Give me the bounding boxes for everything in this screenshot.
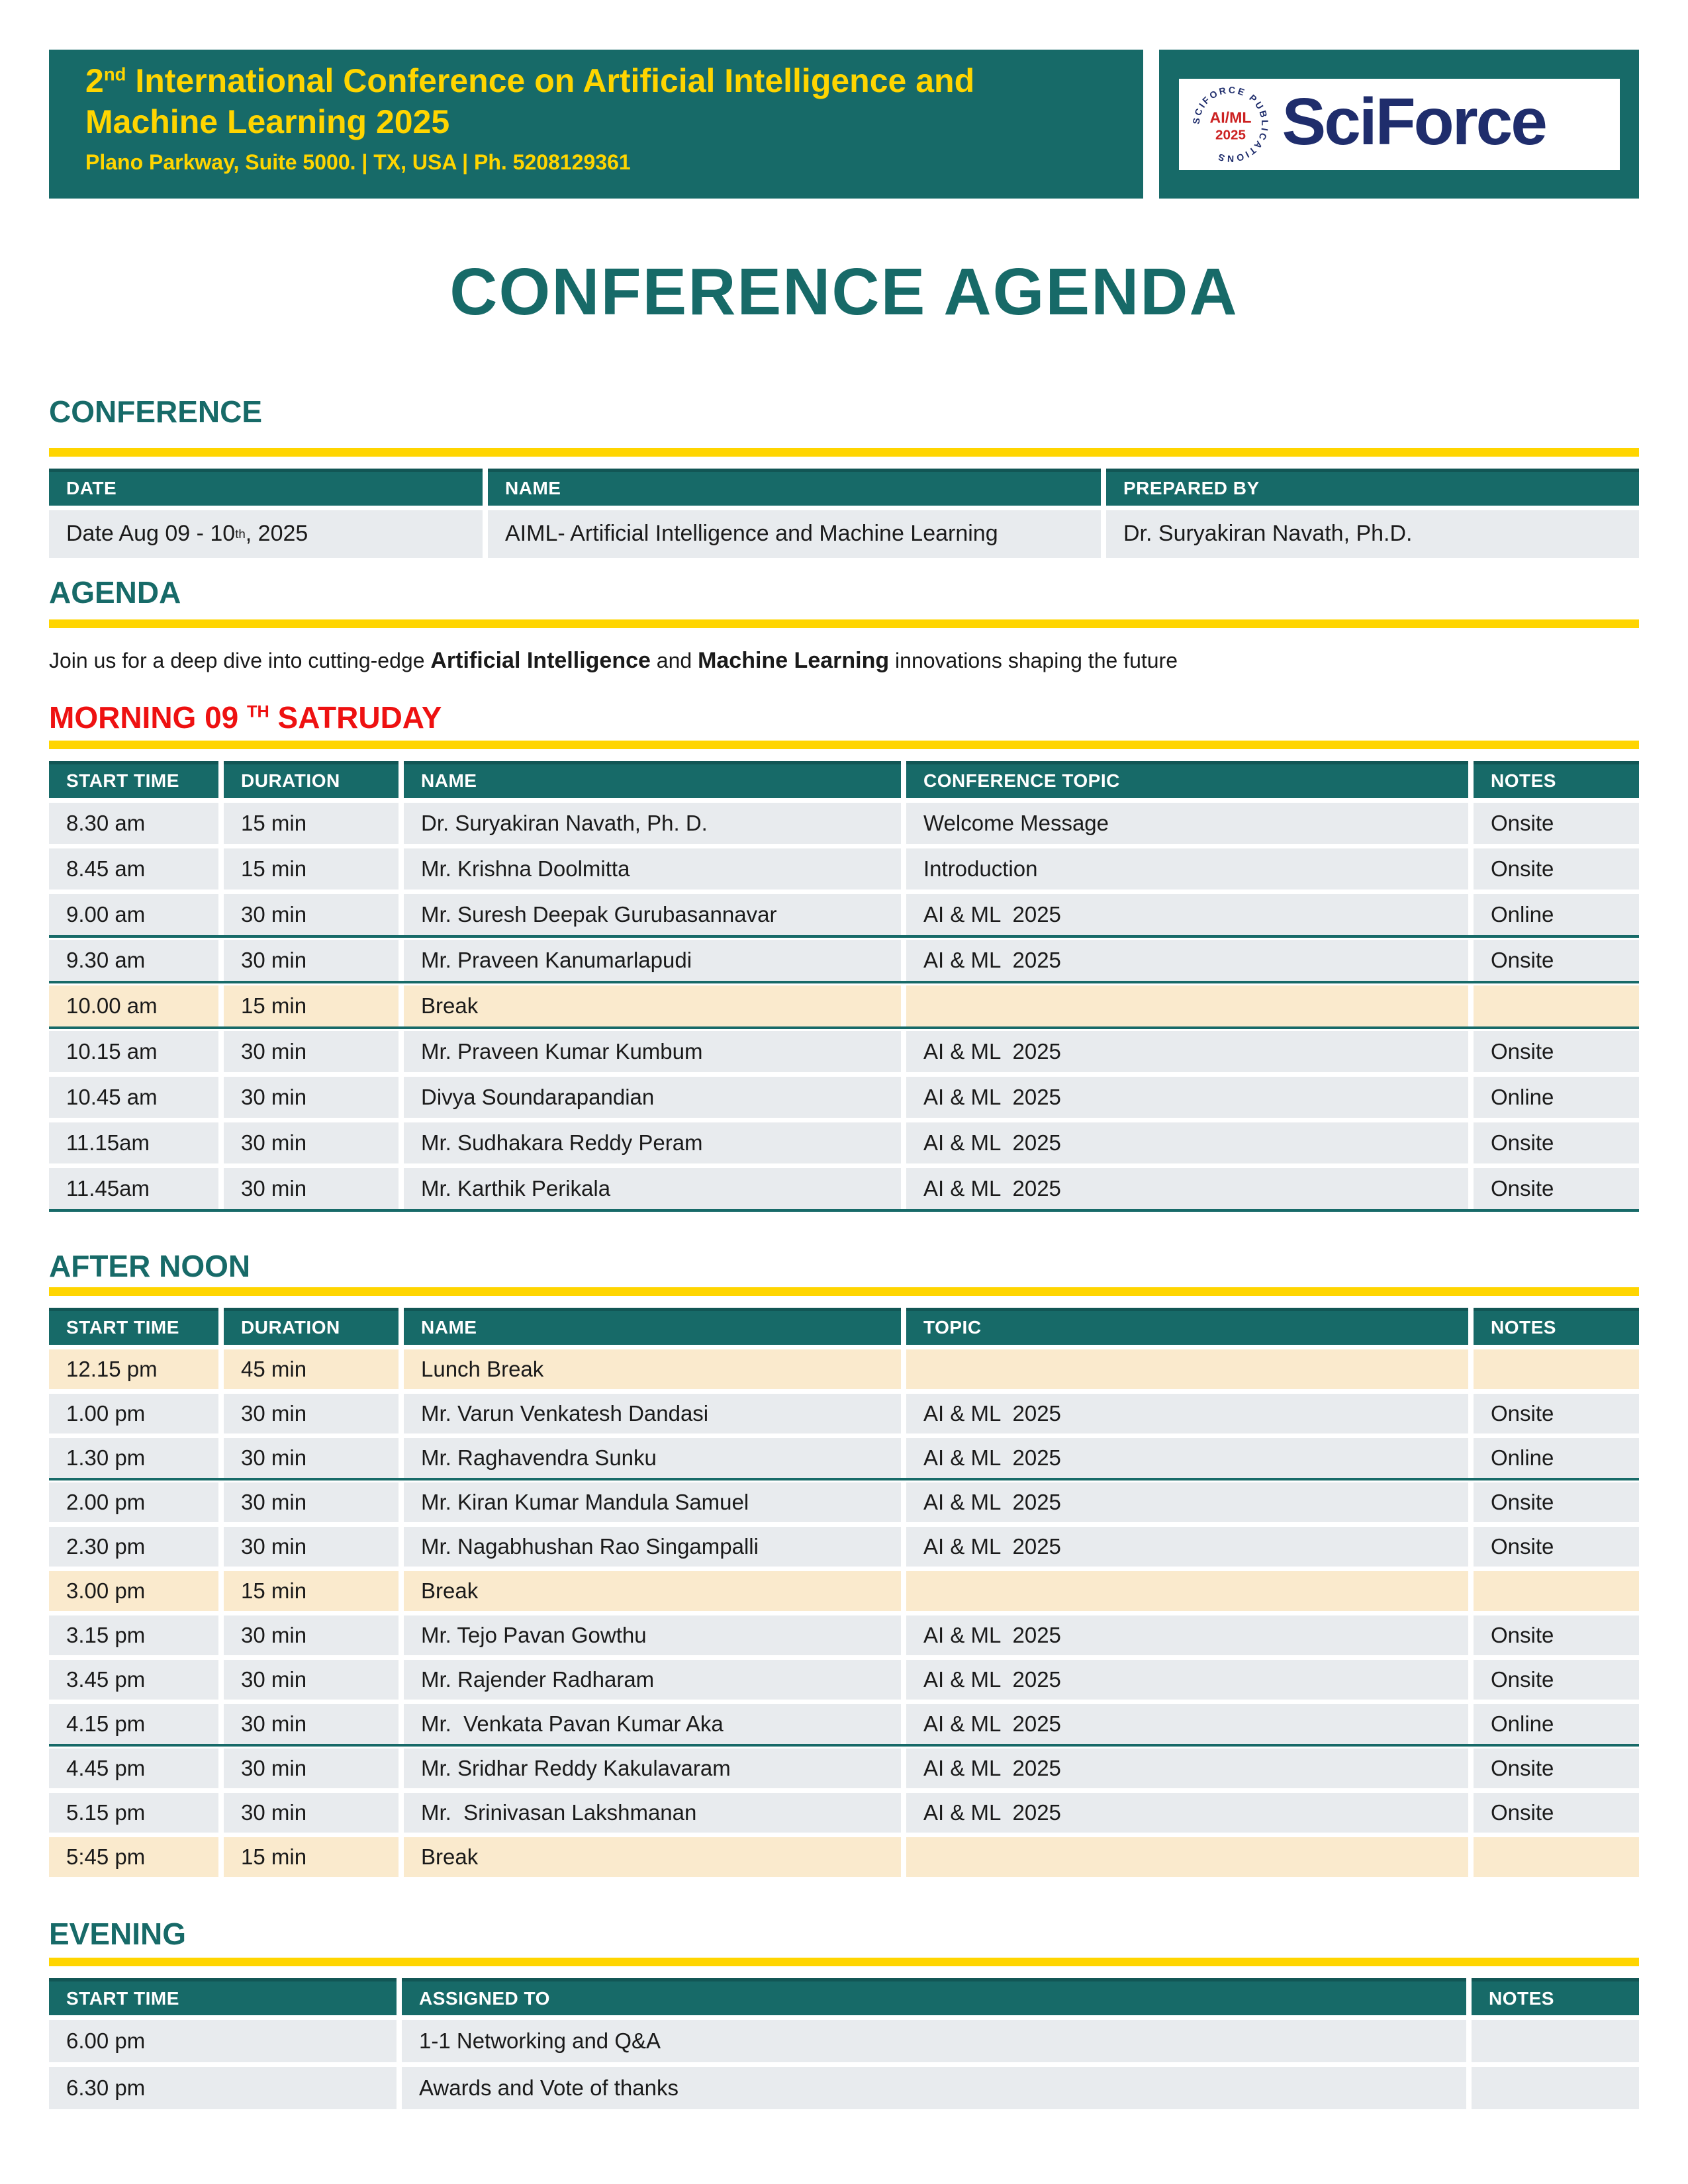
cell-duration: 30 min (224, 1793, 399, 1833)
cell-name: Break (404, 1837, 901, 1877)
schedule-row (49, 940, 1639, 983)
cell-name: Mr. Venkata Pavan Kumar Aka (404, 1704, 901, 1744)
schedule-row (49, 2020, 1639, 2062)
cell-notes: Online (1474, 1438, 1639, 1478)
cell-duration: 15 min (224, 1837, 399, 1877)
cell-start: 11.45am (49, 1168, 218, 1209)
agenda-document-page (0, 50, 1688, 2109)
break-row (49, 985, 1639, 1029)
cell-duration: 15 min (224, 848, 399, 889)
cell-name: Mr. Praveen Kumar Kumbum (404, 1031, 901, 1072)
cell-name: Break (404, 985, 901, 1026)
cell-notes: Onsite (1474, 1394, 1639, 1433)
schedule-row (49, 1168, 1639, 1212)
cell-name: Mr. Raghavendra Sunku (404, 1438, 901, 1478)
morning-schedule-table (49, 761, 1639, 1212)
sciforce-publications-seal-icon (1190, 83, 1272, 165)
sciforce-logo-card (1179, 79, 1620, 170)
section-heading-conference: CONFERENCE (49, 394, 263, 429)
column-header-duration: DURATION (224, 1308, 399, 1345)
cell-topic (906, 985, 1468, 1026)
section-heading-afternoon: AFTER NOON (49, 1248, 251, 1283)
cell-start: 10.15 am (49, 1031, 218, 1072)
cell-topic: AI & ML 2025 (906, 1704, 1468, 1744)
cell-start: 3.45 pm (49, 1660, 218, 1700)
column-header-name: NAME (404, 1308, 901, 1345)
cell-topic: AI & ML 2025 (906, 1122, 1468, 1163)
cell-topic: AI & ML 2025 (906, 1793, 1468, 1833)
cell-name: Lunch Break (404, 1349, 901, 1389)
schedule-row (49, 1077, 1639, 1118)
schedule-row (49, 1660, 1639, 1700)
table-header-row (49, 761, 1639, 798)
cell-notes: Online (1474, 1077, 1639, 1118)
table-row (49, 510, 1639, 558)
cell-duration: 30 min (224, 1749, 399, 1788)
cell-duration: 30 min (224, 1031, 399, 1072)
column-header-notes: NOTES (1474, 1308, 1639, 1345)
cell-name: Divya Soundarapandian (404, 1077, 901, 1118)
conference-title-banner (49, 50, 1143, 199)
cell-topic: AI & ML 2025 (906, 1438, 1468, 1478)
cell-notes: Online (1474, 894, 1639, 935)
section-heading-evening: EVENING (49, 1916, 187, 1951)
schedule-row (49, 1527, 1639, 1567)
cell-duration: 30 min (224, 1482, 399, 1522)
cell-notes: Onsite (1474, 1749, 1639, 1788)
schedule-row (49, 2067, 1639, 2109)
column-header-topic: TOPIC (906, 1308, 1468, 1345)
cell-notes: Onsite (1474, 1168, 1639, 1209)
cell-start: 11.15am (49, 1122, 218, 1163)
cell-duration: 15 min (224, 985, 399, 1026)
cell-notes: Onsite (1474, 1031, 1639, 1072)
cell-topic: Introduction (906, 848, 1468, 889)
cell-topic: AI & ML 2025 (906, 1077, 1468, 1118)
cell-duration: 30 min (224, 1122, 399, 1163)
cell-topic (906, 1349, 1468, 1389)
cell-topic: AI & ML 2025 (906, 1660, 1468, 1700)
svg-text:2025: 2025 (1215, 126, 1246, 142)
column-header-start-time: START TIME (49, 1308, 218, 1345)
yellow-divider (49, 741, 1639, 749)
cell-topic (906, 1837, 1468, 1877)
cell-topic: AI & ML 2025 (906, 1168, 1468, 1209)
cell-date: Date Aug 09 - 10 th , 2025 (49, 510, 483, 558)
cell-name: Mr. Sudhakara Reddy Peram (404, 1122, 901, 1163)
cell-topic: AI & ML 2025 (906, 894, 1468, 935)
column-header-assigned-to: ASSIGNED TO (402, 1978, 1466, 2015)
conference-info-table (49, 469, 1639, 558)
cell-start: 6.30 pm (49, 2067, 397, 2109)
schedule-row (49, 1031, 1639, 1072)
cell-topic: AI & ML 2025 (906, 1394, 1468, 1433)
ordinal-superscript: nd (103, 64, 126, 85)
banner-title-line2: Machine Learning 2025 (85, 103, 450, 140)
cell-duration: 30 min (224, 1394, 399, 1433)
cell-prepared-by: Dr. Suryakiran Navath, Ph.D. (1106, 510, 1639, 558)
logo-panel (1159, 50, 1639, 199)
cell-name: Break (404, 1571, 901, 1611)
cell-notes: Onsite (1474, 1615, 1639, 1655)
agenda-intro-text: Join us for a deep dive into cutting-edge Artificial Intelligence and Machine Learning innovations shaping the future (49, 647, 1178, 673)
cell-duration: 30 min (224, 1438, 399, 1478)
cell-start: 12.15 pm (49, 1349, 218, 1389)
header-banner (49, 50, 1639, 199)
cell-name: Mr. Tejo Pavan Gowthu (404, 1615, 901, 1655)
schedule-row (49, 1615, 1639, 1655)
column-header-conference-topic: CONFERENCE TOPIC (906, 761, 1468, 798)
cell-start: 10.00 am (49, 985, 218, 1026)
cell-start: 1.00 pm (49, 1394, 218, 1433)
schedule-row (49, 1749, 1639, 1788)
cell-duration: 30 min (224, 1660, 399, 1700)
banner-address: Plano Parkway, Suite 5000. | TX, USA | Ph. 5208129361 (85, 150, 631, 174)
cell-notes: Onsite (1474, 1793, 1639, 1833)
schedule-row (49, 1482, 1639, 1522)
cell-start: 6.00 pm (49, 2020, 397, 2062)
schedule-row (49, 848, 1639, 889)
yellow-divider (49, 1287, 1639, 1296)
cell-duration: 30 min (224, 1615, 399, 1655)
cell-name: Mr. Srinivasan Lakshmanan (404, 1793, 901, 1833)
cell-start: 10.45 am (49, 1077, 218, 1118)
yellow-divider (49, 1958, 1639, 1966)
schedule-row (49, 803, 1639, 844)
cell-name: Mr. Krishna Doolmitta (404, 848, 901, 889)
cell-start: 8.45 am (49, 848, 218, 889)
table-header-row (49, 1308, 1639, 1345)
cell-name: Mr. Kiran Kumar Mandula Samuel (404, 1482, 901, 1522)
schedule-row (49, 894, 1639, 938)
cell-notes: Onsite (1474, 1482, 1639, 1522)
cell-start: 9.00 am (49, 894, 218, 935)
cell-duration: 30 min (224, 1077, 399, 1118)
cell-duration: 30 min (224, 1168, 399, 1209)
yellow-divider (49, 448, 1639, 457)
column-header-notes: NOTES (1474, 761, 1639, 798)
schedule-row (49, 1122, 1639, 1163)
cell-topic: AI & ML 2025 (906, 1527, 1468, 1567)
column-header-date: DATE (49, 469, 483, 506)
cell-start: 2.00 pm (49, 1482, 218, 1522)
cell-duration: 30 min (224, 940, 399, 981)
cell-start: 8.30 am (49, 803, 218, 844)
cell-start: 9.30 am (49, 940, 218, 981)
page-title: CONFERENCE AGENDA (449, 255, 1239, 329)
cell-topic: Welcome Message (906, 803, 1468, 844)
column-header-notes: NOTES (1472, 1978, 1639, 2015)
break-row (49, 1837, 1639, 1877)
banner-title-line1: 2nd International Conference on Artificial Intelligence and (85, 62, 975, 99)
section-heading-agenda: AGENDA (49, 574, 181, 610)
cell-start: 3.00 pm (49, 1571, 218, 1611)
cell-duration: 30 min (224, 894, 399, 935)
cell-name: AIML- Artificial Intelligence and Machine Learning (488, 510, 1101, 558)
table-header-row (49, 1978, 1639, 2015)
ordinal-superscript: TH (247, 702, 269, 721)
cell-start: 2.30 pm (49, 1527, 218, 1567)
cell-topic: AI & ML 2025 (906, 1031, 1468, 1072)
cell-duration: 15 min (224, 803, 399, 844)
cell-notes: Onsite (1474, 1660, 1639, 1700)
cell-notes: Onsite (1474, 848, 1639, 889)
cell-name: Mr. Nagabhushan Rao Singampalli (404, 1527, 901, 1567)
schedule-row (49, 1438, 1639, 1480)
cell-topic: AI & ML 2025 (906, 1482, 1468, 1522)
yellow-divider (49, 619, 1639, 628)
cell-name: Mr. Rajender Radharam (404, 1660, 901, 1700)
evening-schedule-table (49, 1978, 1639, 2109)
cell-duration: 45 min (224, 1349, 399, 1389)
cell-name: Dr. Suryakiran Navath, Ph. D. (404, 803, 901, 844)
afternoon-schedule-table (49, 1308, 1639, 1877)
cell-notes: Onsite (1474, 803, 1639, 844)
cell-notes: Onsite (1474, 1122, 1639, 1163)
cell-notes (1474, 1837, 1639, 1877)
cell-topic: AI & ML 2025 (906, 1749, 1468, 1788)
schedule-row (49, 1793, 1639, 1833)
cell-notes (1472, 2067, 1639, 2109)
cell-start: 4.15 pm (49, 1704, 218, 1744)
cell-name: Mr. Karthik Perikala (404, 1168, 901, 1209)
svg-text:AI/ML: AI/ML (1209, 109, 1251, 126)
section-heading-morning: MORNING 09 $^{TH}$ SATRUDAY (49, 700, 442, 735)
cell-start: 5.15 pm (49, 1793, 218, 1833)
cell-duration: 30 min (224, 1704, 399, 1744)
cell-notes: Onsite (1474, 940, 1639, 981)
schedule-row (49, 1704, 1639, 1747)
cell-notes (1474, 1349, 1639, 1389)
cell-start: 3.15 pm (49, 1615, 218, 1655)
cell-name: Mr. Varun Venkatesh Dandasi (404, 1394, 901, 1433)
break-row (49, 1349, 1639, 1389)
column-header-start-time: START TIME (49, 1978, 397, 2015)
cell-topic: AI & ML 2025 (906, 940, 1468, 981)
cell-start: 1.30 pm (49, 1438, 218, 1478)
cell-assigned: Awards and Vote of thanks (402, 2067, 1466, 2109)
column-header-duration: DURATION (224, 761, 399, 798)
svg-text:SCIFORCE PUBLICATIONS: SCIFORCE PUBLICATIONS (1190, 84, 1270, 164)
schedule-row (49, 1394, 1639, 1433)
cell-duration: 30 min (224, 1527, 399, 1567)
cell-notes (1474, 1571, 1639, 1611)
cell-topic (906, 1571, 1468, 1611)
cell-name: Mr. Sridhar Reddy Kakulavaram (404, 1749, 901, 1788)
cell-assigned: 1-1 Networking and Q&A (402, 2020, 1466, 2062)
cell-notes (1474, 985, 1639, 1026)
cell-notes (1472, 2020, 1639, 2062)
cell-duration: 15 min (224, 1571, 399, 1611)
cell-topic: AI & ML 2025 (906, 1615, 1468, 1655)
column-header-name: NAME (404, 761, 901, 798)
cell-name: Mr. Suresh Deepak Gurubasannavar (404, 894, 901, 935)
table-header-row (49, 469, 1639, 506)
column-header-start-time: START TIME (49, 761, 218, 798)
cell-notes: Onsite (1474, 1527, 1639, 1567)
cell-start: 5:45 pm (49, 1837, 218, 1877)
column-header-prepared-by: PREPARED BY (1106, 469, 1639, 506)
cell-name: Mr. Praveen Kanumarlapudi (404, 940, 901, 981)
cell-notes: Online (1474, 1704, 1639, 1744)
sciforce-wordmark: SciForce (1282, 84, 1546, 159)
cell-start: 4.45 pm (49, 1749, 218, 1788)
break-row (49, 1571, 1639, 1611)
column-header-name: NAME (488, 469, 1101, 506)
